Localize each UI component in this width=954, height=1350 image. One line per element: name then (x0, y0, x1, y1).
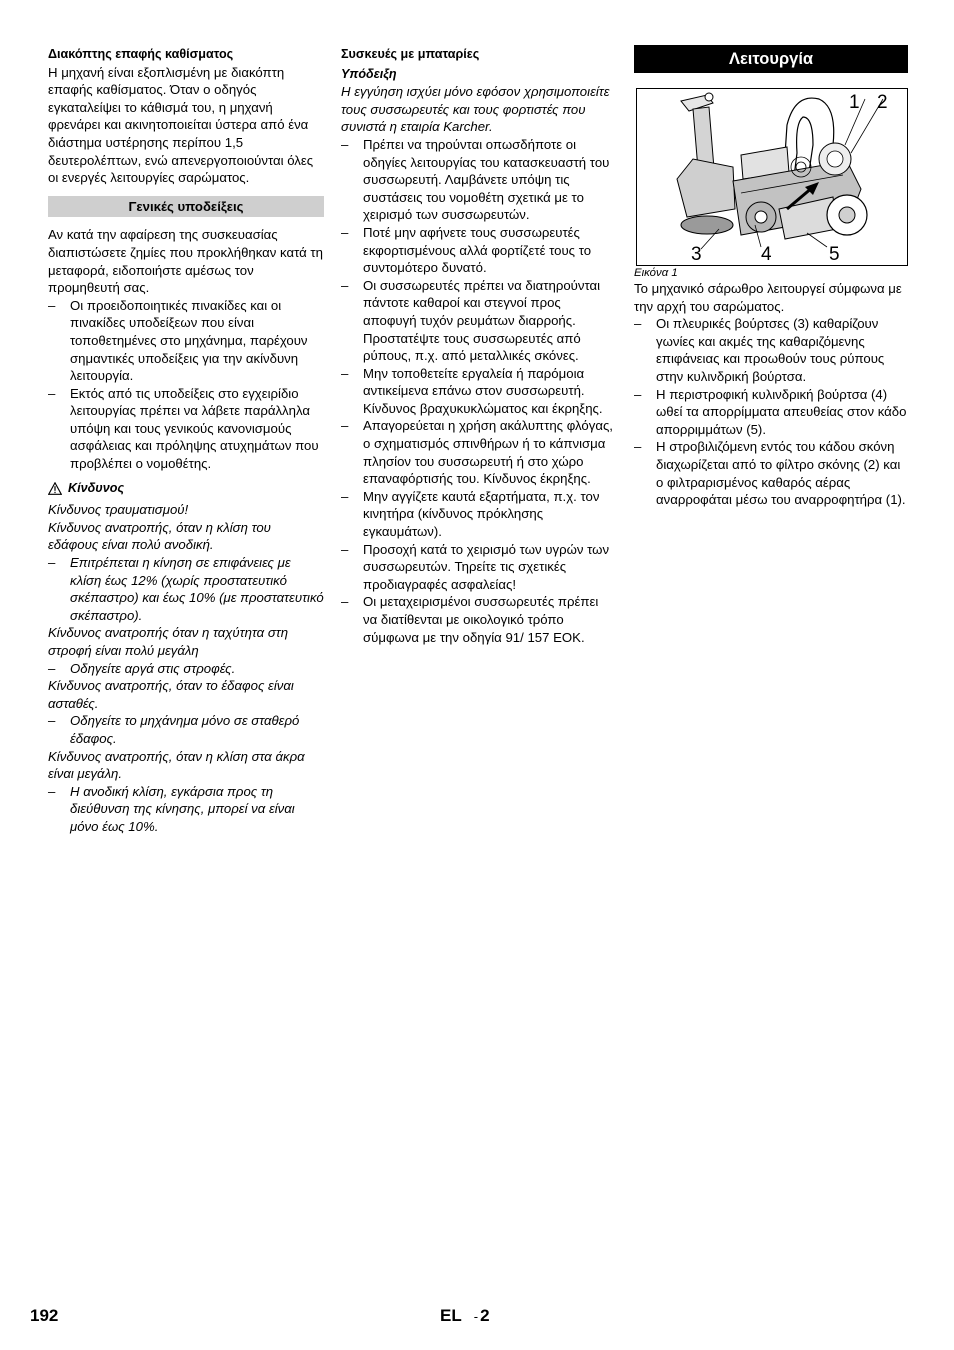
footer-language-page (440, 1307, 490, 1326)
column-2 (341, 45, 615, 646)
danger-text: Κίνδυνος ανατροπής, όταν το έδαφος είναι ασταθές. (48, 678, 294, 711)
column-3 (634, 45, 908, 509)
figure-label: 2 (877, 92, 888, 113)
general-notes-intro: Αν κατά την αφαίρεση της συσκευασίας διαπιστώσετε ζημίες που προκλήθηκαν κατά τη μεταφορά, ειδοποιήστε αμέσως τον προμηθευτή σας. (48, 227, 323, 296)
list-item: – Μην αγγίζετε καυτά εξαρτήματα, π.χ. τον κινητήρα (κίνδυνος πρόκλησης εγκαυμάτων). (341, 488, 615, 541)
list-item: – Οι μεταχειρισμένοι συσσωρευτές πρέπει να διατίθενται με οικολογικό τρόπο σύμφωνα με την οδηγία 91/ 157 ΕΟΚ. (341, 593, 615, 646)
list-item: – Οδηγείτε το μηχάνημα μόνο σε σταθερό έδαφος. (48, 712, 324, 747)
list-item: – Οι συσσωρευτές πρέπει να διατηρούνται πάντοτε καθαροί και στεγνοί προς αποφυγή τυχόν ρευμάτων διαρροής. Προστατέψτε τους συσσωρευτές από ρύπους, π.χ. από μεταλλικές σκόνες. (341, 277, 615, 365)
list-item: – Εκτός από τις υποδείξεις στο εγχειρίδιο λειτουργίας πρέπει να λάβετε παράλληλα υπόψη και τους γενικούς κανονισμούς ασφάλειας και πρόληψης ατυχημάτων που προβλέπει ο νομοθέτης. (48, 385, 324, 473)
list-item: – Πρέπει να τηρούνται οπωσδήποτε οι οδηγίες λειτουργίας του κατασκευαστή του συσσωρευτή. Λαμβάνετε υπόψη τις συστάσεις του νομοθέτη σχετικά με το χειρισμό των συσσωρευτών. (341, 136, 615, 224)
operation-list (634, 315, 908, 509)
section-title: Λειτουργία (634, 45, 908, 73)
danger-text: Κίνδυνος ανατροπής, όταν η κλίση του εδάφους είναι πολύ ανοδική. (48, 519, 271, 553)
general-notes-list (48, 297, 324, 473)
seat-switch-text: Η μηχανή είναι εξοπλισμένη με διακόπτη επαφής καθίσματος. Όταν ο οδηγός εγκαταλείψει το κάθισμά του, η μηχανή φρενάρει και ακινητοποιείται ύστερα από ένα διάστημα υστέρησης περίπου 1,5 δευτερολέπτων, ενώ απενεργοποιούνται όλες οι ενεργές λειτουργίες σαρώματος. (48, 64, 314, 186)
operation-intro: Το μηχανικό σάρωθρο λειτουργεί σύμφωνα με την αρχή του σαρώματος. (634, 281, 902, 314)
list-item: – Οι πλευρικές βούρτσες (3) καθαρίζουν γωνίες και ακμές της καθαριζόμενης επιφάνειας και προωθούν τους ρύπους στην κυλινδρική βούρτσα. (634, 315, 908, 385)
danger-list (48, 554, 324, 624)
figure-label: 4 (761, 244, 772, 265)
danger-text: Κίνδυνος τραυματισμού! (48, 502, 189, 518)
footer-separator: - (473, 1309, 479, 1324)
danger-label: Κίνδυνος (68, 480, 125, 495)
danger-list (48, 712, 324, 747)
warning-triangle-icon (48, 482, 62, 495)
danger-list (48, 783, 324, 836)
list-item: – Οδηγείτε αργά στις στροφές. (48, 660, 324, 678)
figure-label: 3 (691, 244, 702, 265)
sweeper-illustration (637, 89, 907, 265)
list-item: – Προσοχή κατά το χειρισμό των υγρών των συσσωρευτών. Τηρείτε τις σχετικές προδιαγραφές ασφαλείας! (341, 541, 615, 594)
danger-text: Κίνδυνος ανατροπής, όταν η κλίση στα άκρα είναι μεγάλη. (48, 748, 305, 782)
sweeper-figure (636, 88, 908, 266)
danger-list (48, 660, 324, 678)
list-item: – Απαγορεύεται η χρήση ακάλυπτης φλόγας, ο σχηματισμός σπινθήρων ή το κάπνισμα πλησίον του συσσωρευτή ή στο χώρο επαναφόρτισής του. Κίνδυνος έκρηξης. (341, 417, 615, 487)
figure-label: 1 (849, 92, 860, 113)
list-item: – Μην τοποθετείτε εργαλεία ή παρόμοια αντικείμενα επάνω στον συσσωρευτή. Κίνδυνος βραχυκυκλώματος και έκρηξης. (341, 365, 615, 418)
danger-heading (48, 480, 324, 498)
column-1 (48, 45, 324, 836)
sub-page-number: 2 (480, 1306, 490, 1325)
battery-devices-heading: Συσκευές με μπαταρίες (341, 47, 480, 61)
list-item: – Η στροβιλιζόμενη εντός του κάδου σκόνη διαχωρίζεται από το φίλτρο σκόνης (2) και ο φιλτραρισμένος καθαρός αέρας αναρροφάται μέσω του αναρροφητήρα (1). (634, 438, 908, 508)
danger-text: Κίνδυνος ανατροπής όταν η ταχύτητα στη στροφή είναι πολύ μεγάλη (48, 625, 289, 658)
list-item: – Η ανοδική κλίση, εγκάρσια προς τη διεύθυνση της κίνησης, μπορεί να είναι μόνο έως 10%. (48, 783, 324, 836)
seat-switch-heading: Διακόπτης επαφής καθίσματος (48, 47, 234, 61)
general-notes-heading: Γενικές υποδείξεις (48, 196, 324, 218)
figure-caption: Εικόνα 1 (634, 267, 678, 279)
list-item: – Ποτέ μην αφήνετε τους συσσωρευτές εκφορτισμένους αλλά φορτίζετέ τους το συντομότερο δυνατό. (341, 224, 615, 277)
page-number: 192 (30, 1306, 59, 1325)
language-code: EL (440, 1306, 462, 1325)
list-item: – Η περιστροφική κυλινδρική βούρτσα (4) ωθεί τα απορρίμματα απευθείας στον κάδο απορριμμάτων (5). (634, 386, 908, 439)
list-item: – Οι προειδοποιητικές πινακίδες και οι πινακίδες υποδείξεων που είναι τοποθετημένες στο μηχάνημα, παρέχουν σημαντικές υποδείξεις για την ακίνδυνη λειτουργία. (48, 297, 324, 385)
note-label: Υπόδειξη (341, 66, 397, 81)
list-item: – Επιτρέπεται η κίνηση σε επιφάνειες με κλίση έως 12% (χωρίς προστατευτικό σκέπαστρο) και έως 10% (με προστατευτικό σκέπαστρο). (48, 554, 324, 624)
figure-label: 5 (829, 244, 840, 265)
battery-list (341, 136, 615, 646)
note-text: Η εγγύηση ισχύει μόνο εφόσον χρησιμοποιείτε τους συσσωρευτές και τους φορτιστές που συνιστά η εταιρία Karcher. (341, 84, 610, 135)
